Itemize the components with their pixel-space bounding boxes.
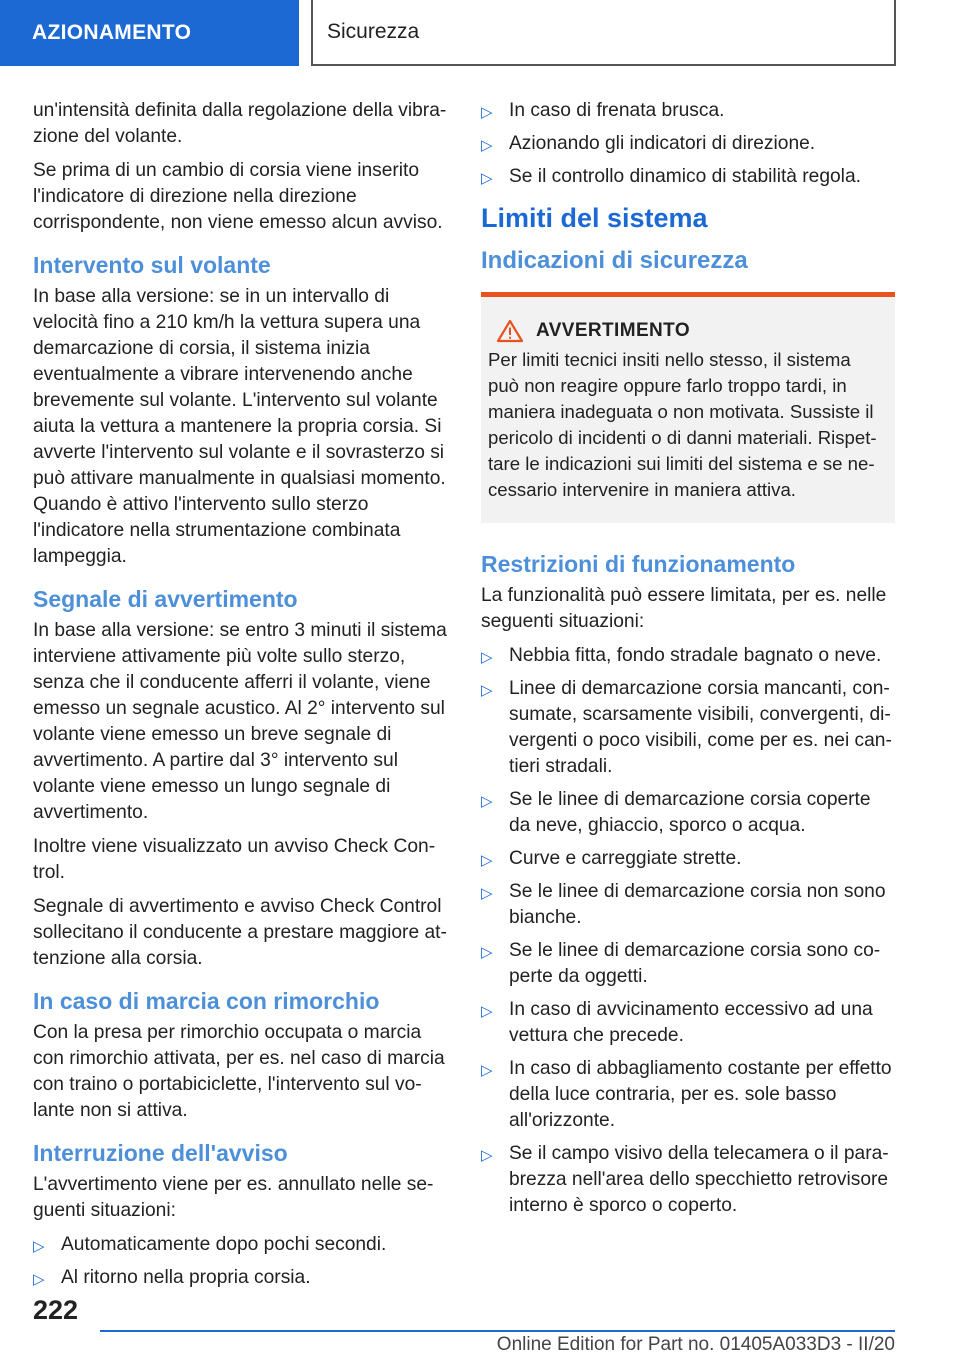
paragraph: un'intensità definita dalla regolazione della vibrazione del volante. [33, 100, 447, 147]
section-tab: AZIONAMENTO [0, 0, 299, 66]
list-item-text: Nebbia fitta, fondo stradale bagnato o neve. [509, 645, 882, 666]
paragraph: In base alla versione: se entro 3 minuti il sistema interviene attivamente più volte sullo sterzo, senza che il conducente afferri il volante, viene emesso un segnale acustico. Al 2° intervento sul volante viene emesso un breve segnale di avvertimento. A partire dal 3° intervento sul volante viene emesso un lungo segnale di avvertimento. [33, 620, 447, 823]
list-item [481, 164, 895, 190]
list-item-text: Se il campo visivo della telecamera o il parabrezza nell'area dello specchietto retrovisore interno è sporco o coperto. [509, 1143, 889, 1216]
list-item-text: Automaticamente dopo pochi secondi. [61, 1234, 387, 1255]
list-item [481, 787, 895, 839]
triangle-right-icon: ▷ [481, 943, 493, 961]
list-item [481, 938, 895, 990]
paragraph: La funzionalità può essere limitata, per es. nelle seguenti situazioni: [481, 585, 887, 632]
right-column [481, 98, 895, 1227]
paragraph: L'avvertimento viene per es. annullato nelle seguenti situazioni: [33, 1174, 434, 1221]
list-item [481, 98, 895, 124]
triangle-right-icon: ▷ [481, 884, 493, 902]
paragraph: Con la presa per rimorchio occupata o marcia con rimorchio attivata, per es. nel caso di marcia con traino o portabiciclette, l'intervento sul volante non si attiva. [33, 1022, 445, 1121]
paragraph: In base alla versione: se in un intervallo di velocità fino a 210 km/h la vettura supera una demarcazione di corsia, il sistema inizia eventualmente a vibrare intervenendo anche brevemente sul volante. L'intervento sul volante aiuta la vettura a mantenere la propria corsia. Si avverte l'intervento sul volante e il sovrasterzo si può attivare manualmente in qualsiasi momento. Quando è attivo l'intervento sullo sterzo l'indicatore nella strumentazione combinata lampeggia. [33, 286, 446, 567]
triangle-right-icon: ▷ [481, 1146, 493, 1164]
heading-interruzione: Interruzione dell'avviso [33, 1140, 288, 1166]
heading-indicazioni: Indicazioni di sicurezza [481, 247, 748, 274]
list-item-text: In caso di abbagliamento costante per effetto della luce contraria, per es. sole basso all'orizzonte. [509, 1058, 892, 1131]
list-top [481, 98, 895, 190]
triangle-right-icon: ▷ [481, 1061, 493, 1079]
triangle-right-icon: ▷ [33, 1237, 45, 1255]
triangle-right-icon: ▷ [481, 681, 493, 699]
list-item-text: Linee di demarcazione corsia mancanti, consumate, scarsamente visibili, convergenti, divergenti o poco visibili, come per es. nei cantieri stradali. [509, 678, 892, 777]
warning-text: Per limiti tecnici insiti nello stesso, il sistema può non reagire oppure farlo troppo tardi, in maniera inadeguata o non motivata. Sussiste il pericolo di incidenti o di danni materiali. Rispettare le indicazioni sui limiti del sistema e se necessario intervenire in maniera attiva. [488, 349, 877, 500]
warning-box [481, 292, 895, 523]
list-item-text: Al ritorno nella propria corsia. [61, 1267, 311, 1288]
triangle-right-icon: ▷ [481, 136, 493, 154]
list-item-text: Se le linee di demarcazione corsia non sono bianche. [509, 881, 886, 928]
chapter-tab: Sicurezza [311, 0, 896, 66]
heading-segnale: Segnale di avvertimento [33, 586, 298, 612]
paragraph: Segnale di avvertimento e avviso Check Control sollecitano il conducente a prestare maggiore attenzione alla corsia. [33, 896, 447, 969]
left-column [33, 98, 447, 1299]
warning-triangle-icon [496, 319, 524, 343]
list-item [33, 1232, 447, 1258]
heading-restrizioni: Restrizioni di funzionamento [481, 551, 796, 577]
list-item [481, 676, 895, 780]
triangle-right-icon: ▷ [33, 1270, 45, 1288]
list-item [481, 1141, 895, 1219]
list-item [481, 1056, 895, 1134]
heading-rimorchio: In caso di marcia con rimorchio [33, 988, 380, 1014]
heading-intervento: Intervento sul volante [33, 252, 271, 278]
list-item [481, 879, 895, 931]
triangle-right-icon: ▷ [481, 648, 493, 666]
warning-title: AVVERTIMENTO [536, 320, 690, 341]
list-item-text: Se le linee di demarcazione corsia sono coperte da oggetti. [509, 940, 881, 987]
triangle-right-icon: ▷ [481, 851, 493, 869]
footer-divider [100, 1330, 895, 1332]
list-restrizioni [481, 643, 895, 1219]
list-item [33, 1265, 447, 1291]
triangle-right-icon: ▷ [481, 103, 493, 121]
list-item [481, 131, 895, 157]
paragraph: Se prima di un cambio di corsia viene inserito l'indicatore di direzione nella direzione corrispondente, non viene emesso alcun avviso. [33, 160, 443, 233]
footer-edition: Online Edition for Part no. 01405A033D3 - II/20 [496, 1334, 895, 1355]
triangle-right-icon: ▷ [481, 169, 493, 187]
list-interruzione [33, 1232, 447, 1291]
list-item-text: Se le linee di demarcazione corsia coperte da neve, ghiaccio, sporco o acqua. [509, 789, 871, 836]
list-item-text: Azionando gli indicatori di direzione. [509, 133, 816, 154]
triangle-right-icon: ▷ [481, 792, 493, 810]
list-item-text: Se il controllo dinamico di stabilità regola. [509, 166, 861, 187]
list-item [481, 846, 895, 872]
triangle-right-icon: ▷ [481, 1002, 493, 1020]
page-number: 222 [33, 1295, 79, 1325]
list-item-text: In caso di frenata brusca. [509, 100, 725, 121]
list-item [481, 643, 895, 669]
list-item-text: Curve e carreggiate strette. [509, 848, 742, 869]
list-item-text: In caso di avvicinamento eccessivo ad una vettura che precede. [509, 999, 873, 1046]
list-item [481, 997, 895, 1049]
warning-header [488, 319, 881, 343]
paragraph: Inoltre viene visualizzato un avviso Check Control. [33, 836, 436, 883]
heading-limiti: Limiti del sistema [481, 203, 708, 233]
